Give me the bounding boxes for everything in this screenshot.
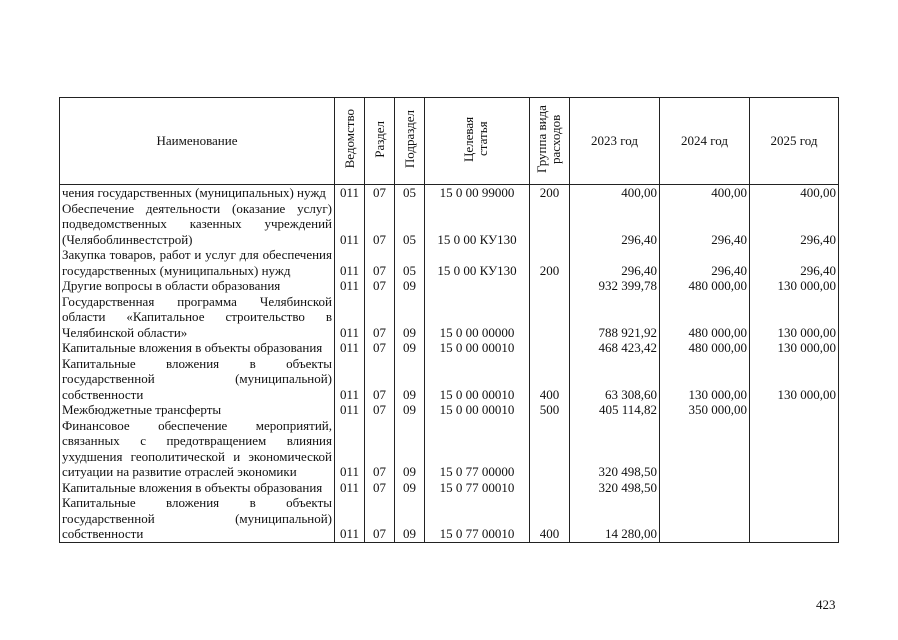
cell-target: 15 0 00 КУ130 [425,201,530,248]
header-group: Группа вида расходов [530,98,570,185]
cell-name: Капитальные вложения в объекты государственной (муниципальной) собственности [60,495,335,542]
cell-2023: 468 423,42 [570,340,660,356]
cell-dept: 011 [335,294,365,341]
cell-target: 15 0 00 99000 [425,185,530,201]
cell-section: 07 [365,480,395,496]
cell-2023: 320 498,50 [570,480,660,496]
cell-group [530,340,570,356]
table-row [60,402,839,418]
cell-group [530,294,570,341]
cell-2024 [660,418,750,480]
cell-section: 07 [365,418,395,480]
cell-2025: 130 000,00 [750,294,839,341]
cell-2023: 932 399,78 [570,278,660,294]
cell-subsection: 09 [395,340,425,356]
cell-name: Закупка товаров, работ и услуг для обеспечения государственных (муниципальных) нужд [60,247,335,278]
cell-2024: 350 000,00 [660,402,750,418]
cell-2024 [660,495,750,542]
table-row [60,356,839,403]
cell-2023: 63 308,60 [570,356,660,403]
table-row [60,418,839,480]
cell-section: 07 [365,356,395,403]
cell-target: 15 0 77 00010 [425,495,530,542]
cell-dept: 011 [335,185,365,201]
cell-2023: 405 114,82 [570,402,660,418]
cell-section: 07 [365,294,395,341]
cell-2025: 130 000,00 [750,340,839,356]
header-subsection: Подраздел [395,98,425,185]
table-row [60,340,839,356]
cell-group [530,418,570,480]
cell-dept: 011 [335,480,365,496]
header-section: Раздел [365,98,395,185]
cell-dept: 011 [335,495,365,542]
cell-target: 15 0 00 00010 [425,402,530,418]
header-2024: 2024 год [660,98,750,185]
cell-section: 07 [365,402,395,418]
cell-2024: 480 000,00 [660,294,750,341]
cell-subsection: 05 [395,201,425,248]
cell-2024: 296,40 [660,201,750,248]
header-name: Наименование [60,98,335,185]
header-2023: 2023 год [570,98,660,185]
table-row [60,495,839,542]
cell-group [530,480,570,496]
cell-2025: 130 000,00 [750,356,839,403]
header-target: Целевая статья [425,98,530,185]
cell-target: 15 0 77 00010 [425,480,530,496]
cell-section: 07 [365,185,395,201]
cell-target: 15 0 77 00000 [425,418,530,480]
cell-name: Капитальные вложения в объекты государственной (муниципальной) собственности [60,356,335,403]
cell-dept: 011 [335,356,365,403]
cell-dept: 011 [335,402,365,418]
header-row [60,98,839,185]
cell-subsection: 09 [395,294,425,341]
cell-section: 07 [365,278,395,294]
cell-2025 [750,495,839,542]
cell-group: 200 [530,247,570,278]
cell-2025: 296,40 [750,247,839,278]
cell-target: 15 0 00 00010 [425,356,530,403]
header-dept: Ведомство [335,98,365,185]
cell-2023: 320 498,50 [570,418,660,480]
cell-2023: 788 921,92 [570,294,660,341]
cell-name: Государственная программа Челябинской области «Капитальное строительство в Челябинской области» [60,294,335,341]
cell-section: 07 [365,201,395,248]
cell-name: Другие вопросы в области образования [60,278,335,294]
cell-2025: 400,00 [750,185,839,201]
cell-subsection: 09 [395,480,425,496]
cell-subsection: 05 [395,185,425,201]
table-row [60,247,839,278]
cell-2024 [660,480,750,496]
cell-2023: 296,40 [570,201,660,248]
cell-section: 07 [365,247,395,278]
table-row [60,278,839,294]
cell-section: 07 [365,340,395,356]
cell-2024: 130 000,00 [660,356,750,403]
cell-group: 400 [530,356,570,403]
cell-2023: 400,00 [570,185,660,201]
table-body [60,185,839,543]
cell-subsection: 09 [395,402,425,418]
cell-name: Капитальные вложения в объекты образования [60,340,335,356]
cell-subsection: 09 [395,356,425,403]
table-row [60,201,839,248]
cell-target: 15 0 00 00010 [425,340,530,356]
cell-2025 [750,402,839,418]
cell-dept: 011 [335,201,365,248]
cell-name: Межбюджетные трансферты [60,402,335,418]
cell-subsection: 05 [395,247,425,278]
table-row [60,480,839,496]
cell-name: Финансовое обеспечение мероприятий, связанных с предотвращением влияния ухудшения геополитической и экономической ситуации на развитие отраслей экономики [60,418,335,480]
cell-2025: 296,40 [750,201,839,248]
cell-2025: 130 000,00 [750,278,839,294]
budget-table [59,97,839,543]
cell-dept: 011 [335,340,365,356]
cell-subsection: 09 [395,278,425,294]
cell-dept: 011 [335,247,365,278]
cell-target: 15 0 00 КУ130 [425,247,530,278]
page-number: 423 [816,597,836,612]
cell-2025 [750,480,839,496]
cell-section: 07 [365,495,395,542]
cell-group [530,278,570,294]
cell-group: 400 [530,495,570,542]
header-2025: 2025 год [750,98,839,185]
cell-2023: 296,40 [570,247,660,278]
cell-target: 15 0 00 00000 [425,294,530,341]
cell-target [425,278,530,294]
cell-2024: 400,00 [660,185,750,201]
cell-name: Капитальные вложения в объекты образования [60,480,335,496]
cell-dept: 011 [335,418,365,480]
cell-subsection: 09 [395,495,425,542]
cell-dept: 011 [335,278,365,294]
cell-name: чения государственных (муниципальных) нужд [60,185,335,201]
cell-group: 500 [530,402,570,418]
cell-2025 [750,418,839,480]
table-row [60,185,839,201]
cell-subsection: 09 [395,418,425,480]
cell-2024: 296,40 [660,247,750,278]
cell-2024: 480 000,00 [660,340,750,356]
table-row [60,294,839,341]
cell-2023: 14 280,00 [570,495,660,542]
cell-group: 200 [530,185,570,201]
cell-group [530,201,570,248]
cell-2024: 480 000,00 [660,278,750,294]
cell-name: Обеспечение деятельности (оказание услуг) подведомственных казенных учреждений (Челябоблинвестстрой) [60,201,335,248]
